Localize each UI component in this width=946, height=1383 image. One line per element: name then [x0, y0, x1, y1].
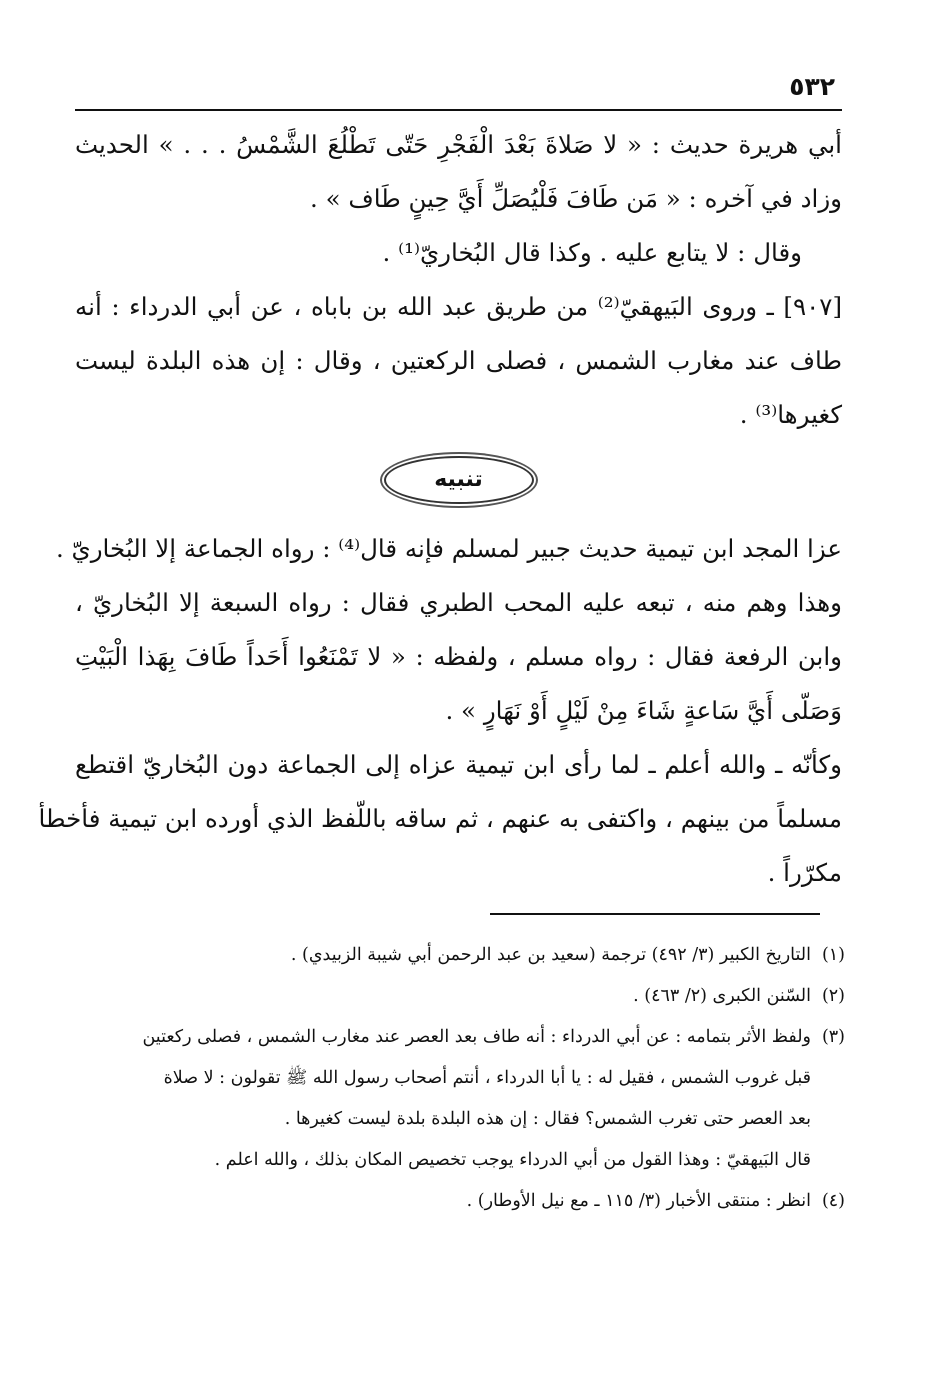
text-line: أبي هريرة حديث : « لا صَلاةَ بَعْدَ الْفَجْرِ حَتّى تَطْلُعَ الشَّمْسُ . . . » الحديث — [75, 130, 842, 159]
tanbih-heading: تنبيه — [384, 456, 534, 504]
footnote-number: (٢) — [821, 986, 845, 1006]
text-line: وكأنّه ـ والله أعلم ـ لما رأى ابن تيمية عزاه إلى الجماعة دون البُخاريّ اقتطع — [75, 750, 842, 779]
text-line: [٩٠٧] ـ وروى البَيهقيّ⁽²⁾ من طريق عبد الله بن باباه ، عن أبي الدرداء : أنه — [75, 292, 842, 321]
footnotes — [75, 935, 845, 1222]
footnote-text: التاريخ الكبير (٣/ ٤٩٢) ترجمة (سعيد بن عبد الرحمن أبي شيبة الزبيدي) . — [290, 945, 811, 965]
text-line: مسلماً من بينهم ، واكتفى به عنهم ، ثم ساقه باللّفظ الذي أورده ابن تيمية فأخطأ — [38, 804, 842, 833]
text-line: وَصَلّى أَيَّ سَاعةٍ شَاءَ مِنْ لَيْلٍ أَوْ نَهَارٍ » . — [445, 696, 842, 725]
footnote-separator — [490, 913, 820, 915]
footnote-text: ولفظ الأثر بتمامه : عن أبي الدرداء : أنه طاف بعد العصر عند مغارب الشمس ، فصلى ركعتين — [142, 1027, 811, 1047]
footnote-3-continuation: قال البَيهقيّ : وهذا القول من أبي الدرداء يوجب تخصيص المكان بذلك ، والله اعلم . — [214, 1150, 811, 1170]
footnote-number: (١) — [821, 945, 845, 965]
text-line: كغيرها⁽³⁾ . — [739, 400, 842, 429]
footnote-3-continuation: قبل غروب الشمس ، فقيل له : يا أبا الدرداء ، أنتم أصحاب رسول الله ﷺ تقولون : لا صلاة — [163, 1068, 811, 1088]
footnote-3 — [75, 1017, 845, 1058]
footnote-2 — [75, 976, 845, 1017]
text-line: وهذا وهم منه ، تبعه عليه المحب الطبري فقال : رواه السبعة إلا البُخاريّ ، — [75, 588, 842, 617]
text-line: وزاد في آخره : « مَن طَافَ فَلْيُصَلِّ أَيَّ حِينٍ طَاف » . — [310, 184, 842, 213]
text-line: طاف عند مغارب الشمس ، فصلى الركعتين ، وقال : إن هذه البلدة ليست — [75, 346, 842, 375]
text-line: وقال : لا يتابع عليه . وكذا قال البُخاريّ⁽¹⁾ . — [382, 238, 802, 267]
text-line: مكرّراً . — [767, 858, 842, 887]
text-line: وابن الرفعة فقال : رواه مسلم ، ولفظه : « لا تَمْنَعُوا أَحَداً طَافَ بِهَذا الْبَيْتِ — [75, 642, 842, 671]
header-rule — [75, 109, 842, 111]
main-text — [38, 118, 842, 900]
tanbih-heading-container — [75, 442, 842, 522]
footnote-number: (٣) — [821, 1027, 845, 1047]
footnote-text: انظر : منتقى الأخبار (٣/ ١١٥ ـ مع نيل الأوطار) . — [466, 1191, 811, 1211]
footnote-4 — [75, 1181, 845, 1222]
footnote-number: (٤) — [821, 1191, 845, 1211]
page-number: ٥٣٢ — [789, 72, 835, 101]
footnote-3-continuation: بعد العصر حتى تغرب الشمس؟ فقال : إن هذه البلدة بلدة ليست كغيرها . — [284, 1109, 811, 1129]
footnote-text: السّنن الكبرى (٢/ ٤٦٣) . — [633, 986, 811, 1006]
footnote-1 — [75, 935, 845, 976]
text-line: عزا المجد ابن تيمية حديث جبير لمسلم فإنه قال⁽⁴⁾ : رواه الجماعة إلا البُخاريّ . — [55, 534, 842, 563]
